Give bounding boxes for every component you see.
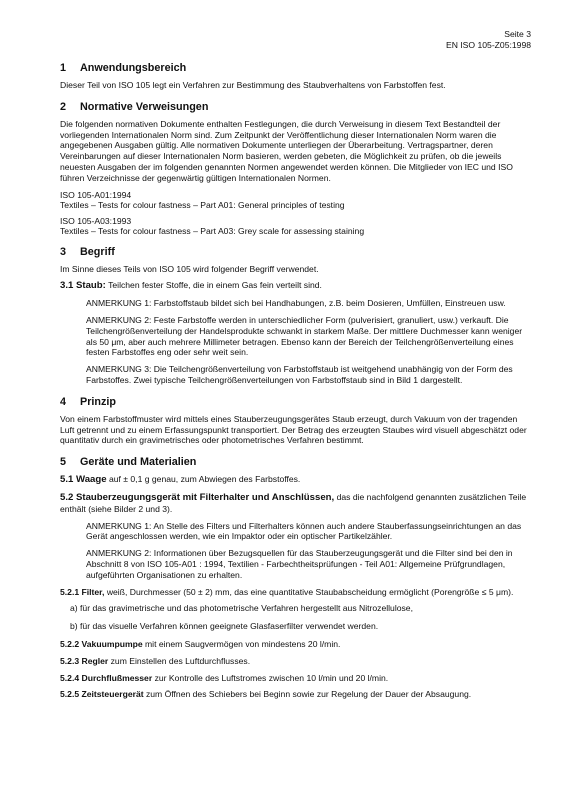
paragraph: Die folgenden normativen Dokumente enthalten Festlegungen, die durch Verweisung in diesem Text Bestandteil der vorliegenden Internationalen Norm sind. Zum Zeitpunkt der Veröffentlichung dieser Internationalen Norm waren die angegebenen Ausgaben gültig. Alle normativen Dokumente unterliegen der Überarbeitung. Vertragspartner, deren Vereinbarungen auf dieser Internationalen Norm basieren, werden gebeten, die Möglichkeit zu prüfen, ob die jeweils neuesten Ausgaben der im folgenden genannten Normen angewendet werden können. Die Mitglieder von IEC und ISO führen Verzeichnisse der gegenwärtig gültigen Internationalen Normen. [60,118,513,183]
note: ANMERKUNG 1: An Stelle des Filters und Filterhalters können auch andere Stauberfassungseinrichtungen an das Gerät angeschlossen werden, wie ein Impaktor oder ein optischer Partikelzähler. [86,520,522,542]
section-3 [60,246,530,386]
reference-title: Textiles – Tests for colour fastness – Part A03: Grey scale for assessing staining [60,225,365,236]
definition-term: 3.1 Staub: [60,280,106,292]
section-heading: 1 Anwendungsbereich [60,62,187,74]
list-item-a: a) für das gravimetrische und das photometrische Verfahren hergestellt aus Nitrozellulose, [70,603,413,614]
reference-code: ISO 105-A03:1993 [60,215,132,226]
section-1 [60,62,530,91]
paragraph: Dieser Teil von ISO 105 legt ein Verfahren zur Bestimmung des Staubverhaltens von Farbstoffen fest. [60,80,446,90]
section-heading: 3 Begriff [60,245,115,258]
page-number: Seite 3 [504,29,531,39]
item-5-2-2: 5.2.2 Vakuumpumpe mit einem Saugvermögen von mindestens 20 l/min. [60,638,341,649]
item-5-2-4: 5.2.4 Durchflußmesser zur Kontrolle des Luftstromes zwischen 10 l/min und 20 l/min. [60,672,389,683]
reference-code: ISO 105-A01:1994 [60,189,132,200]
paragraph: Im Sinne dieses Teils von ISO 105 wird folgender Begriff verwendet. [60,263,319,274]
note: ANMERKUNG 2: Informationen über Bezugsquellen für das Stauberzeugungsgerät und die Filter sind bei den in Abschnitt 8 von ISO 105-A01 : 1994, Textilien - Farbechtheitsprüfungen - Teil A01: Allgemeine Prüfgrundlagen, aufgeführten Organisationen zu erhalten. [86,548,513,580]
section-4 [60,396,530,446]
item-5-2-3: 5.2.3 Regler zum Einstellen des Luftdurchflusses. [60,655,251,666]
list-item-b: b) für das visuelle Verfahren können geeignete Glasfaserfilter verwendet werden. [70,621,379,632]
item-5-2-1: 5.2.1 Filter, weiß, Durchmesser (50 ± 2) mm, das eine quantitative Staubabscheidung ermöglicht (Porengröße ≤ 5 μm). [60,586,514,597]
item-5-1: 5.1 Waage auf ± 0,1 g genau, zum Abwiegen des Farbstoffes. [60,474,301,486]
note: ANMERKUNG 1: Farbstoffstaub bildet sich bei Handhabungen, z.B. beim Dosieren, Umfüllen, Einstreuen usw. [86,298,506,309]
note: ANMERKUNG 3: Die Teilchengrößenverteilung von Farbstoffstaub ist weitgehend unabhängig von der Form des Farbstoffes. Zwei typische Teilchengrößenverteilungen von Farbstoffstaub sind in Bild 1 dargestellt. [86,364,513,385]
reference-item [60,216,530,236]
item-5-2-5: 5.2.5 Zeitsteuergerät zum Öffnen des Schiebers bei Beginn sowie zur Regelung der Dauer der Absaugung. [60,689,472,700]
paragraph: Von einem Farbstoffmuster wird mittels eines Stauberzeugungsgerätes Staub erzeugt, durch Vakuum von der tragenden Luft getrennt und zu einem Erfassungspunkt transportiert. Der Betrag des erzeugten Staubes wird visuell abgeschätzt oder quantitativ durch ein gravimetrisches oder photometrisches Verfahren bestimmt. [60,413,527,446]
section-5 [60,456,530,700]
page-header [446,29,531,51]
note: ANMERKUNG 2: Feste Farbstoffe werden in unterschiedlicher Form (pulverisiert, granuliert, usw.) verkauft. Die Teilchengrößenverteilung der Handelsprodukte schwankt in starkem Maße. Der mittlere Duchmesser kann weniger als 50 μm, aber auch mehrere Millimeter betragen. Ebenso kann der Bereich der Teilchengrößenverteilung eines festen Farbstoffes eng oder sehr weit sein. [86,314,523,358]
definition: 3.1 Staub: Teilchen fester Stoffe, die in einem Gas fein verteilt sind. [60,280,322,292]
item-5-2: 5.2 Stauberzeugungsgerät mit Filterhalter und Anschlüssen, das die nachfolgend genannten zusätzlichen Teile enthält (siehe Bilder 2 und 3). [60,491,527,514]
section-heading: 5 Geräte und Materialien [60,456,197,469]
section-2 [60,101,530,236]
reference-title: Textiles – Tests for colour fastness – Part A01: General principles of testing [60,199,345,210]
document-body [60,62,530,710]
reference-item [60,190,530,210]
section-heading: 2 Normative Verweisungen [60,100,209,113]
section-heading: 4 Prinzip [60,395,116,408]
standard-id: EN ISO 105-Z05:1998 [445,40,531,50]
